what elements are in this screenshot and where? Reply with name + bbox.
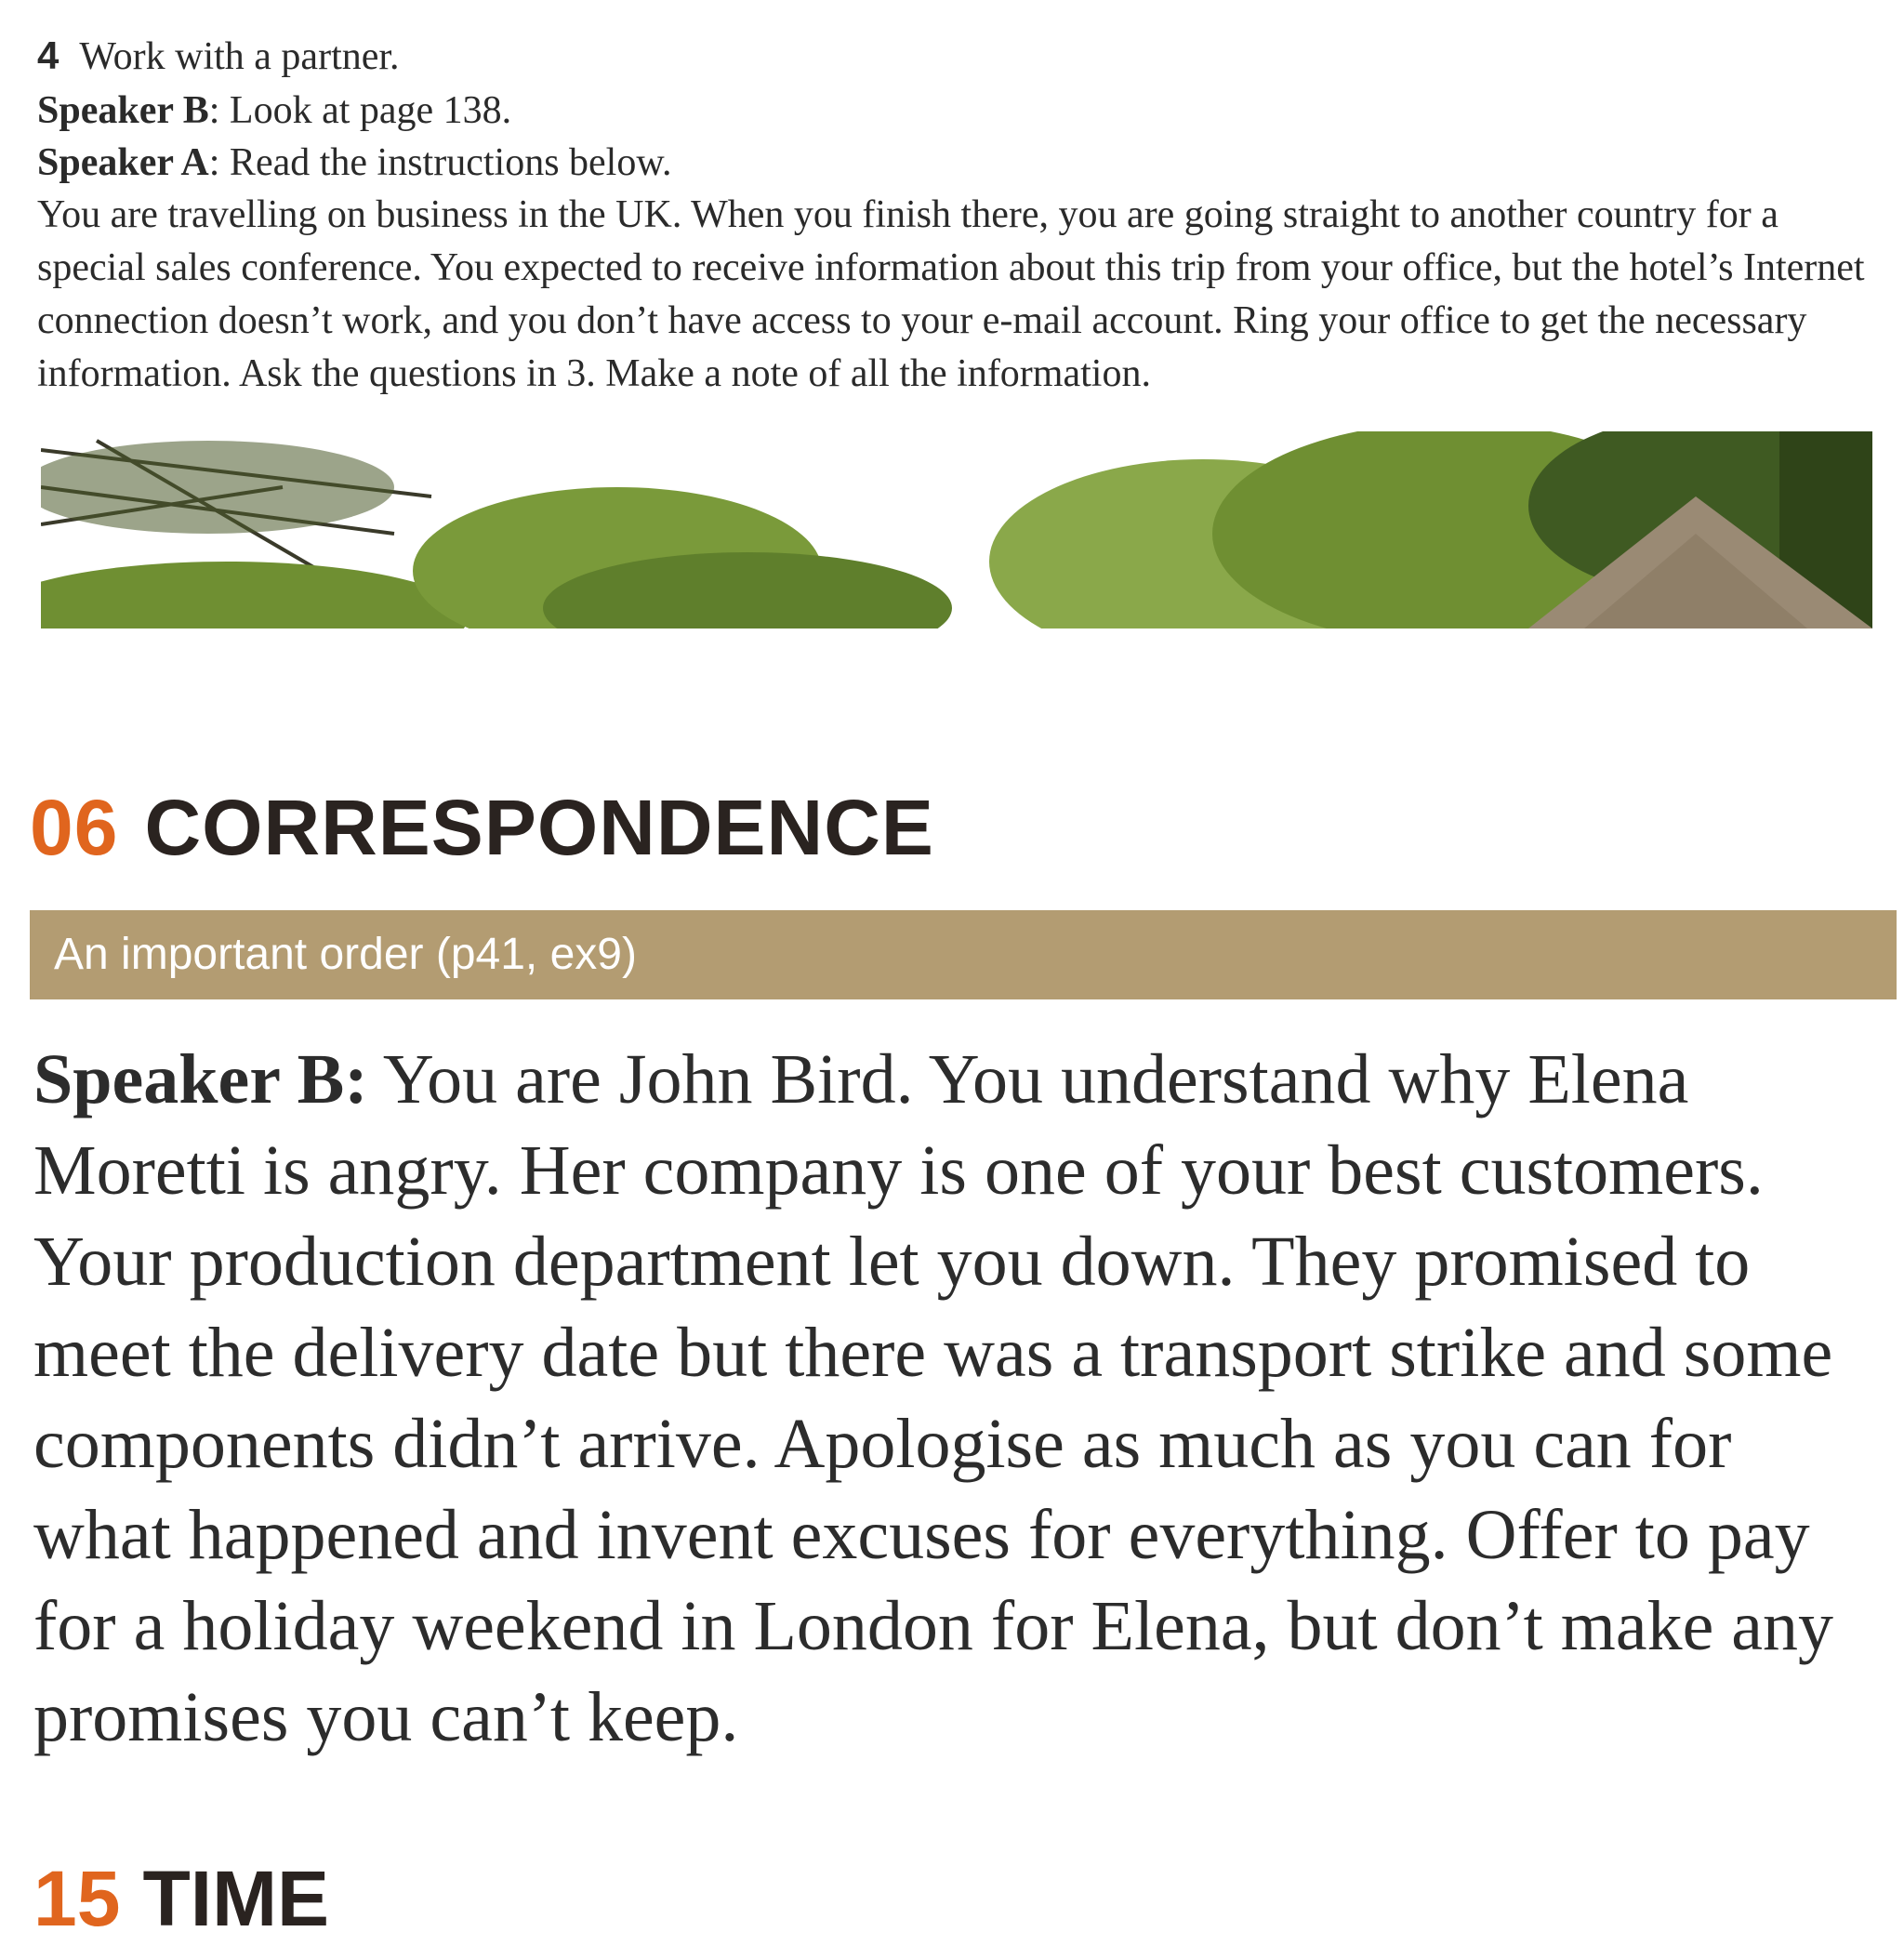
exercise-number: 4 [37, 33, 60, 77]
speaker-b-line [37, 85, 1873, 137]
next-section-title [33, 1852, 329, 1945]
section-title [30, 781, 934, 874]
speaker-b-text: : Look at page 138. [208, 89, 512, 132]
speaker-a-instructions: You are travelling on business in the UK. When you finish there, you are going straight to another country for a special sales conference. You expected to receive information about this trip from your office, but the hotel’s Internet connection doesn’t work, and you don’t have access to your e-mail account. Ring your office to get the necessary information. Ask the questions in 3. Make a note of all the information. [37, 193, 1865, 395]
next-section-number: 15 [33, 1855, 121, 1942]
section-name: CORRESPONDENCE [144, 784, 934, 871]
role-card-speaker-label: Speaker B: [33, 1040, 368, 1118]
speaker-b-role-card [33, 1034, 1884, 1763]
role-card-text: You are John Bird. You understand why Elena Moretti is angry. Her company is one of your best customers. Your production department let you down. They promised to meet the delivery date but there was a transport strike and some components didn’t arrive. Apologise as much as you can for what happened and invent excuses for everything. Offer to pay for a holiday weekend in London for Elena, but don’t make any promises you can’t keep. [33, 1040, 1834, 1756]
exercise-prompt: Work with a partner. [79, 35, 400, 78]
speaker-a-text: : Read the instructions below. [208, 141, 672, 184]
subheading-band [30, 910, 1897, 999]
speaker-a-label: Speaker A [37, 141, 209, 184]
next-section-name: TIME [142, 1855, 330, 1942]
speaker-b-label: Speaker B [37, 89, 209, 132]
section-number: 06 [30, 784, 119, 871]
landscape-photo-icon [41, 431, 1872, 628]
exercise-heading [37, 28, 1873, 85]
exercise-4-block [37, 28, 1873, 401]
subheading-text: An important order (p41, ex9) [54, 930, 637, 979]
landscape-photo [41, 431, 1872, 628]
speaker-a-line [37, 137, 1873, 189]
